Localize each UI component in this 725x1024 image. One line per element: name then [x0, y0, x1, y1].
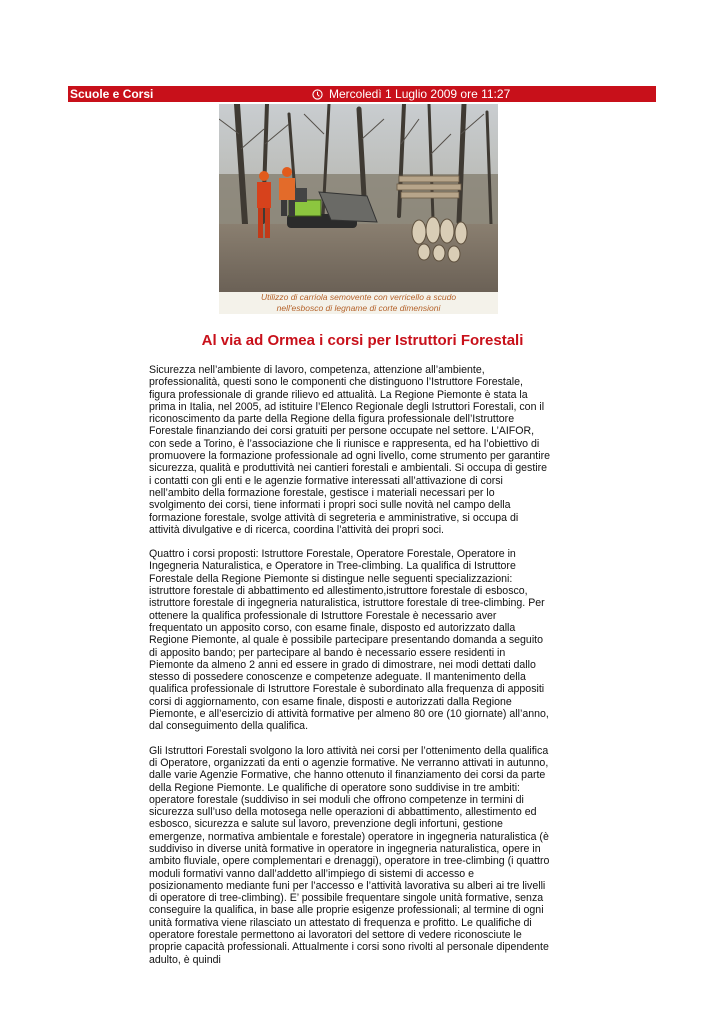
article-date: [312, 86, 510, 102]
photo-caption-line2: nell'esbosco di legname di corte dimensioni: [276, 303, 441, 313]
article-paragraph-3: Gli Istruttori Forestali svolgono la loro attività nei corsi per l’ottenimento della qualifica di Operatore, organizzati da enti o agenzie formative. Ne verranno attivati in autunno, dalle varie Agenzie Formative, che hanno ottenuto il finanziamento dei corsi da parte della Regione Piemonte. Le qualifiche di operatore sono suddivise in tre ambiti: operatore forestale (suddiviso in sei moduli che offrono competenze in termini di sicurezza sull’uso della motosega nelle operazioni di abbattimento, allestimento ed esbosco, sicurezza e salute sul lavoro, prevenzione degli infortuni, gestione emergenze, normativa ambientale e forestale) operatore in ingegneria naturalistica (è suddiviso in diverse unità formative in operatore in ingegneria naturalistica, opere in ambito fluviale, opere complementari e drenaggi), operatore in tree-climbing (i quattro moduli formativi vanno dall’addetto all’impiego di sistemi di accesso e posizionamento mediante funi per l’accesso e l’attività lavorativa su alberi ai tre livelli di operatore di tree-climbing). E’ possibile frequentare singole unità formative, senza conseguire la qualifica, in base alle proprie esigenze professionali; al termine di ogni unità formativa viene rilasciato un attestato di frequenza e profitto. Le qualifiche di operatore forestale permettono ai lavoratori del settore di vedere riconosciute le proprie capacità professionali. Attualmente i corsi sono rivolti al personale dipendente adulto, è quindi: [149, 744, 550, 966]
article-paragraph-2: Quattro i corsi proposti: Istruttore Forestale, Operatore Forestale, Operatore in Ingegneria Naturalistica, e Operatore in Tree-climbing. La qualifica di Istruttore Forestale della Regione Piemonte si distingue nelle seguenti specializzazioni: istruttore forestale di abbattimento ed allestimento,istruttore forestale di esbosco, istruttore forestale di ingegneria naturalistica, istruttore forestale di tree-climbing. Per ottenere la qualifica professionale di Istruttore Forestale è necessario aver frequentato un apposito corso, con esame finale, disposto ed autorizzato dalla Regione Piemonte, al quale è possibile partecipare presentando domanda a seguito di apposito bando; per partecipare al bando è necessario essere residenti in Piemonte da almeno 2 anni ed essere in grado di dimostrare, nei modi dettati dallo stesso di possedere conoscenze e competenze adeguate. Il mantenimento della qualifica professionale di Istruttore Forestale è subordinato alla frequenza di appositi corsi di aggiornamento, con esame finale, disposti e autorizzati dalla Regione Piemonte, e all’esercizio di attività formative per almeno 80 ore (10 giornate) all’anno, dal conseguimento della qualifica.: [149, 548, 549, 733]
photo-caption: [219, 292, 498, 314]
article-paragraph-1: Sicurezza nell’ambiente di lavoro, competenza, attenzione all’ambiente, professionalità, questi sono le componenti che distinguono l’Istruttore Forestale, figura professionale di grande rilievo ed attualità. La Regione Piemonte è stata la prima in Italia, nel 2005, ad istituire l’Elenco Regionale degli Istruttori Forestali, con il riconoscimento da parte della Regione della figura professionale dell’Istruttore Forestale finanziando dei corsi gratuiti per persone occupate nel settore. L’AIFOR, con sede a Torino, è l’associazione che li riunisce e rappresenta, ed ha l’obiettivo di promuovere la formazione professionale ad ogni livello, come strumento per garantire sicurezza, qualità e produttività nei cantieri forestali e ambientali. Si occupa di gestire i contatti con gli enti e le agenzie formative interessati all’attivazione di corsi nell’ambito della formazione forestale, gestisce i materiali necessari per lo svolgimento dei corsi, tiene informati i propri soci sulle novità nel campo della formazione forestale, svolge attività di segreteria e amministrative, si occupa di attività divulgative e di ricerca, coordina l’attività dei propri soci.: [149, 364, 551, 536]
article-title: Al via ad Ormea i corsi per Istruttori Forestali: [201, 332, 524, 349]
article-body: [149, 364, 551, 978]
forestry-photo: [219, 104, 498, 292]
article-date-text: Mercoledì 1 Luglio 2009 ore 11:27: [329, 87, 511, 101]
photo-caption-line1: Utilizzo di carriola semovente con verricello a scudo: [260, 292, 457, 302]
article-header-bar: [68, 86, 656, 102]
section-label[interactable]: Scuole e Corsi: [70, 87, 154, 101]
article-photo: [219, 104, 498, 314]
clock-icon: [312, 89, 323, 100]
